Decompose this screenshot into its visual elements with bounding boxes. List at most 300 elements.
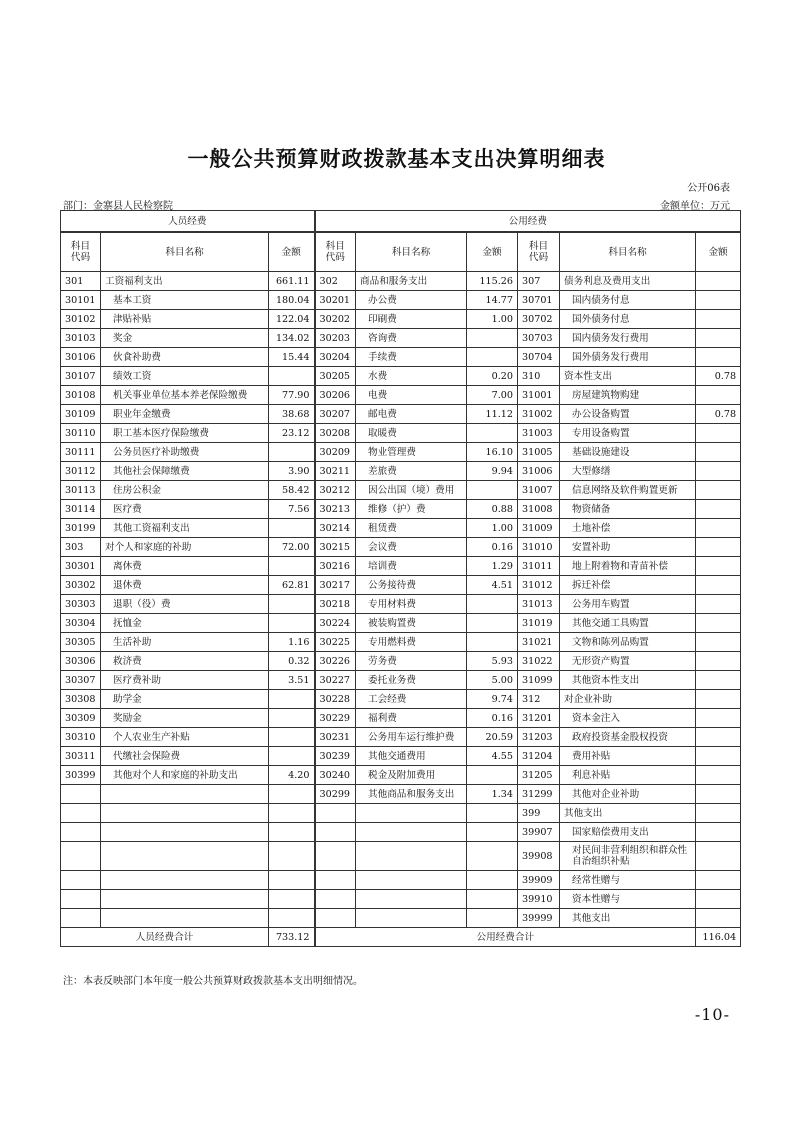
table-row [61, 709, 741, 728]
amount-value: 1.29 [467, 557, 518, 576]
table-row [61, 823, 741, 842]
amount-value: 38.68 [269, 405, 315, 424]
amount-value [696, 481, 741, 500]
amount-value: 4.51 [467, 576, 518, 595]
subject-code: 30399 [61, 766, 101, 785]
amount-value [467, 481, 518, 500]
subject-name [101, 804, 269, 823]
subject-name: 专用材料费 [356, 595, 467, 614]
subject-name: 商品和服务支出 [356, 272, 467, 291]
amount-value: 7.00 [467, 386, 518, 405]
subject-code: 30109 [61, 405, 101, 424]
subject-code: 31205 [518, 766, 560, 785]
subject-code: 30216 [315, 557, 356, 576]
amount-header: 金额 [467, 232, 518, 272]
subject-code [315, 842, 356, 871]
subject-code: 30114 [61, 500, 101, 519]
amount-value [269, 367, 315, 386]
group-header-row [61, 211, 741, 233]
amount-value [696, 424, 741, 443]
subject-code: 30229 [315, 709, 356, 728]
amount-header: 金额 [696, 232, 741, 272]
personnel-total-label: 人员经费合计 [61, 928, 269, 947]
subject-code: 31022 [518, 652, 560, 671]
table-row [61, 443, 741, 462]
amount-value [269, 614, 315, 633]
subject-name: 离休费 [101, 557, 269, 576]
subject-name: 其他工资福利支出 [101, 519, 269, 538]
amount-value [696, 329, 741, 348]
amount-value [467, 823, 518, 842]
subject-name: 退职（役）费 [101, 595, 269, 614]
table-row [61, 576, 741, 595]
subject-code: 307 [518, 272, 560, 291]
subject-name: 水费 [356, 367, 467, 386]
subject-code: 30215 [315, 538, 356, 557]
amount-value: 5.93 [467, 652, 518, 671]
amount-value [696, 576, 741, 595]
table-row [61, 652, 741, 671]
subject-name: 其他对个人和家庭的补助支出 [101, 766, 269, 785]
amount-value: 23.12 [269, 424, 315, 443]
amount-value [696, 272, 741, 291]
form-number: 公开06表 [687, 183, 730, 194]
subject-code: 31013 [518, 595, 560, 614]
amount-value: 0.78 [696, 367, 741, 386]
subject-code: 31006 [518, 462, 560, 481]
subject-name [101, 871, 269, 890]
subject-code: 31203 [518, 728, 560, 747]
subject-name: 助学金 [101, 690, 269, 709]
subject-code: 30106 [61, 348, 101, 367]
subject-name: 职业年金缴费 [101, 405, 269, 424]
subject-name: 专用燃料费 [356, 633, 467, 652]
amount-value [696, 709, 741, 728]
amount-value [696, 890, 741, 909]
subject-name: 税金及附加费用 [356, 766, 467, 785]
unit-label: 金额单位：万元 [660, 201, 730, 212]
subject-name: 拆迁补偿 [560, 576, 696, 595]
personnel-total-amount: 733.12 [269, 928, 315, 947]
amount-value [696, 633, 741, 652]
code-header [315, 232, 356, 272]
amount-value: 20.59 [467, 728, 518, 747]
subject-name [356, 890, 467, 909]
code-header-text: 科目 代码 [325, 241, 345, 263]
name-header: 科目名称 [560, 232, 696, 272]
subject-code: 30203 [315, 329, 356, 348]
amount-value [467, 871, 518, 890]
subject-name: 大型修缮 [560, 462, 696, 481]
amount-value [467, 424, 518, 443]
amount-value: 0.16 [467, 538, 518, 557]
table-row [61, 595, 741, 614]
subject-name [356, 871, 467, 890]
table-row [61, 500, 741, 519]
subject-code: 30113 [61, 481, 101, 500]
amount-value [269, 747, 315, 766]
amount-value [467, 595, 518, 614]
subject-code: 31204 [518, 747, 560, 766]
amount-value [696, 519, 741, 538]
subject-name: 住房公积金 [101, 481, 269, 500]
subject-name: 国外债务付息 [560, 310, 696, 329]
amount-value [269, 709, 315, 728]
subject-code [61, 823, 101, 842]
page-title: 一般公共预算财政拨款基本支出决算明细表 [187, 146, 606, 171]
amount-value: 4.55 [467, 747, 518, 766]
amount-value: 62.81 [269, 576, 315, 595]
table-row [61, 481, 741, 500]
subject-code: 30211 [315, 462, 356, 481]
subject-name: 培训费 [356, 557, 467, 576]
subject-name: 租赁费 [356, 519, 467, 538]
subject-name: 医疗费补助 [101, 671, 269, 690]
subject-code: 31008 [518, 500, 560, 519]
subject-name: 办公设备购置 [560, 405, 696, 424]
subject-code: 30102 [61, 310, 101, 329]
subject-code: 31001 [518, 386, 560, 405]
subject-code [61, 871, 101, 890]
amount-value [696, 909, 741, 928]
code-header-text: 科目 代码 [528, 241, 549, 263]
amount-header: 金额 [269, 232, 315, 272]
subject-name: 因公出国（境）费用 [356, 481, 467, 500]
amount-value [269, 909, 315, 928]
subject-name: 电费 [356, 386, 467, 405]
amount-value: 3.51 [269, 671, 315, 690]
subject-code: 39909 [518, 871, 560, 890]
subject-name: 信息网络及软件购置更新 [560, 481, 696, 500]
subject-name: 伙食补助费 [101, 348, 269, 367]
subject-name [356, 909, 467, 928]
amount-value: 180.04 [269, 291, 315, 310]
subject-code: 39907 [518, 823, 560, 842]
department-label: 部门：金寨县人民检察院 [63, 201, 173, 212]
amount-value [269, 871, 315, 890]
subject-name: 生活补助 [101, 633, 269, 652]
subject-code: 30228 [315, 690, 356, 709]
subject-code: 30308 [61, 690, 101, 709]
amount-value [269, 890, 315, 909]
subject-code: 30299 [315, 785, 356, 804]
amount-value [696, 443, 741, 462]
amount-value [696, 728, 741, 747]
table-row [61, 310, 741, 329]
subject-code: 31010 [518, 538, 560, 557]
public-total-label: 公用经费合计 [315, 928, 696, 947]
table-row [61, 462, 741, 481]
public-total-amount: 116.04 [696, 928, 741, 947]
amount-value [467, 329, 518, 348]
table-row [61, 405, 741, 424]
subject-name: 资本性支出 [560, 367, 696, 386]
amount-value [467, 842, 518, 871]
subject-code: 30310 [61, 728, 101, 747]
subject-name: 专用设备购置 [560, 424, 696, 443]
subject-name: 土地补偿 [560, 519, 696, 538]
subject-code: 30208 [315, 424, 356, 443]
subject-name: 地上附着物和青苗补偿 [560, 557, 696, 576]
amount-value [696, 538, 741, 557]
subject-name [101, 842, 269, 871]
amount-value: 122.04 [269, 310, 315, 329]
subject-code [315, 890, 356, 909]
name-header: 科目名称 [356, 232, 467, 272]
amount-value: 1.16 [269, 633, 315, 652]
amount-value [696, 842, 741, 871]
subject-name: 津贴补贴 [101, 310, 269, 329]
table-row [61, 557, 741, 576]
subject-code: 31011 [518, 557, 560, 576]
subject-name: 工会经费 [356, 690, 467, 709]
subject-name: 利息补贴 [560, 766, 696, 785]
subject-name: 委托业务费 [356, 671, 467, 690]
subject-code: 30111 [61, 443, 101, 462]
subject-name: 基础设施建设 [560, 443, 696, 462]
subject-name: 国内债务发行费用 [560, 329, 696, 348]
subject-name: 职工基本医疗保险缴费 [101, 424, 269, 443]
subject-name: 物业管理费 [356, 443, 467, 462]
amount-value: 0.78 [696, 405, 741, 424]
subject-code: 301 [61, 272, 101, 291]
subject-code: 31005 [518, 443, 560, 462]
subject-name: 资本性赠与 [560, 890, 696, 909]
subject-name: 无形资产购置 [560, 652, 696, 671]
table-row [61, 519, 741, 538]
subject-name: 印刷费 [356, 310, 467, 329]
subject-name: 维修（护）费 [356, 500, 467, 519]
subject-code: 30108 [61, 386, 101, 405]
amount-value: 72.00 [269, 538, 315, 557]
subject-name: 机关事业单位基本养老保险缴费 [101, 386, 269, 405]
subject-code: 39999 [518, 909, 560, 928]
subject-code: 30703 [518, 329, 560, 348]
subject-code: 31201 [518, 709, 560, 728]
amount-value: 134.02 [269, 329, 315, 348]
subject-code: 303 [61, 538, 101, 557]
subject-name [356, 804, 467, 823]
table-row [61, 871, 741, 890]
subject-name: 代缴社会保险费 [101, 747, 269, 766]
table-row [61, 538, 741, 557]
subject-name: 国家赔偿费用支出 [560, 823, 696, 842]
amount-value [696, 614, 741, 633]
amount-value [467, 766, 518, 785]
amount-value: 661.11 [269, 272, 315, 291]
subject-name: 会议费 [356, 538, 467, 557]
subject-name [101, 909, 269, 928]
subject-name: 对民间非营利组织和群众性自治组织补贴 [560, 842, 696, 871]
amount-value [467, 348, 518, 367]
subject-name: 被装购置费 [356, 614, 467, 633]
amount-value [696, 386, 741, 405]
footnote: 注：本表反映部门本年度一般公共预算财政拨款基本支出明细情况。 [63, 976, 363, 987]
subject-name: 医疗费 [101, 500, 269, 519]
amount-value: 9.74 [467, 690, 518, 709]
subject-name: 公务用车运行维护费 [356, 728, 467, 747]
subject-code [61, 804, 101, 823]
subject-name: 手续费 [356, 348, 467, 367]
subject-name: 奖金 [101, 329, 269, 348]
amount-value: 16.10 [467, 443, 518, 462]
amount-value [269, 690, 315, 709]
subject-code: 31003 [518, 424, 560, 443]
subject-name [101, 785, 269, 804]
amount-value [467, 804, 518, 823]
amount-value: 1.34 [467, 785, 518, 804]
subject-name: 资本金注入 [560, 709, 696, 728]
subject-code: 31009 [518, 519, 560, 538]
subject-code: 30205 [315, 367, 356, 386]
subject-code: 30112 [61, 462, 101, 481]
subject-code: 30213 [315, 500, 356, 519]
subject-code: 30224 [315, 614, 356, 633]
amount-value: 0.32 [269, 652, 315, 671]
code-header [518, 232, 560, 272]
subject-code: 30701 [518, 291, 560, 310]
subject-code: 30304 [61, 614, 101, 633]
amount-value [696, 310, 741, 329]
subject-name: 福利费 [356, 709, 467, 728]
code-header [61, 232, 101, 272]
subject-name: 其他社会保障缴费 [101, 462, 269, 481]
amount-value [269, 842, 315, 871]
subject-code: 30201 [315, 291, 356, 310]
subject-code: 30231 [315, 728, 356, 747]
subject-code: 39910 [518, 890, 560, 909]
subject-name: 经常性赠与 [560, 871, 696, 890]
amount-value: 7.56 [269, 500, 315, 519]
subject-code: 30101 [61, 291, 101, 310]
amount-value: 5.00 [467, 671, 518, 690]
amount-value [696, 823, 741, 842]
subject-code: 30306 [61, 652, 101, 671]
personnel-header: 人员经费 [61, 211, 315, 233]
table-row [61, 690, 741, 709]
subject-code: 310 [518, 367, 560, 386]
amount-value [696, 291, 741, 310]
amount-value [696, 671, 741, 690]
subject-code: 30305 [61, 633, 101, 652]
subject-name: 取暖费 [356, 424, 467, 443]
table-row [61, 842, 741, 871]
subject-name: 基本工资 [101, 291, 269, 310]
amount-value: 0.16 [467, 709, 518, 728]
subject-name: 债务利息及费用支出 [560, 272, 696, 291]
subject-name: 国外债务发行费用 [560, 348, 696, 367]
subject-name: 办公费 [356, 291, 467, 310]
table-row [61, 804, 741, 823]
subject-code: 31019 [518, 614, 560, 633]
subject-name: 物资储备 [560, 500, 696, 519]
subject-name: 其他商品和服务支出 [356, 785, 467, 804]
subject-code: 30110 [61, 424, 101, 443]
page-number: -10- [694, 1005, 730, 1024]
amount-value: 9.94 [467, 462, 518, 481]
subject-name: 政府投资基金股权投资 [560, 728, 696, 747]
amount-value [269, 804, 315, 823]
subject-code [61, 785, 101, 804]
subject-name: 文物和陈列品购置 [560, 633, 696, 652]
subject-code: 30217 [315, 576, 356, 595]
subject-code: 30302 [61, 576, 101, 595]
subject-code: 30239 [315, 747, 356, 766]
amount-value [269, 785, 315, 804]
subject-code: 302 [315, 272, 356, 291]
subject-code [315, 823, 356, 842]
subject-name: 公务用车购置 [560, 595, 696, 614]
amount-value: 0.88 [467, 500, 518, 519]
subject-code [315, 871, 356, 890]
subject-code: 30225 [315, 633, 356, 652]
amount-value [696, 766, 741, 785]
subject-code: 31007 [518, 481, 560, 500]
subject-name: 费用补贴 [560, 747, 696, 766]
totals-row [61, 928, 741, 947]
subject-name: 公务接待费 [356, 576, 467, 595]
subject-code: 30212 [315, 481, 356, 500]
subject-name: 劳务费 [356, 652, 467, 671]
amount-value [696, 595, 741, 614]
subject-code: 39908 [518, 842, 560, 871]
amount-value: 115.26 [467, 272, 518, 291]
amount-value [467, 909, 518, 928]
subject-name: 其他支出 [560, 909, 696, 928]
expenditure-table [60, 210, 741, 947]
subject-code: 30204 [315, 348, 356, 367]
subject-name: 差旅费 [356, 462, 467, 481]
amount-value [269, 443, 315, 462]
subject-code: 31002 [518, 405, 560, 424]
subject-name: 邮电费 [356, 405, 467, 424]
subject-name: 其他对企业补助 [560, 785, 696, 804]
amount-value [696, 747, 741, 766]
subject-code: 31099 [518, 671, 560, 690]
amount-value [467, 614, 518, 633]
subject-name: 国内债务付息 [560, 291, 696, 310]
subject-code: 30209 [315, 443, 356, 462]
table-row [61, 890, 741, 909]
amount-value [467, 890, 518, 909]
subject-name: 安置补助 [560, 538, 696, 557]
subject-code: 30227 [315, 671, 356, 690]
subject-code [315, 804, 356, 823]
subject-name [101, 823, 269, 842]
subject-code: 30199 [61, 519, 101, 538]
column-header-row [61, 232, 741, 272]
table-row [61, 728, 741, 747]
amount-value: 1.00 [467, 310, 518, 329]
table-row [61, 329, 741, 348]
subject-name: 退休费 [101, 576, 269, 595]
table-row [61, 272, 741, 291]
subject-code: 30301 [61, 557, 101, 576]
subject-code: 30214 [315, 519, 356, 538]
subject-name: 对企业补助 [560, 690, 696, 709]
table-row [61, 747, 741, 766]
subject-code: 31021 [518, 633, 560, 652]
subject-code: 30202 [315, 310, 356, 329]
subject-code: 30206 [315, 386, 356, 405]
subject-name [356, 842, 467, 871]
public-header: 公用经费 [315, 211, 741, 233]
table-row [61, 766, 741, 785]
subject-name: 抚恤金 [101, 614, 269, 633]
amount-value: 1.00 [467, 519, 518, 538]
subject-code [315, 909, 356, 928]
subject-name: 奖励金 [101, 709, 269, 728]
